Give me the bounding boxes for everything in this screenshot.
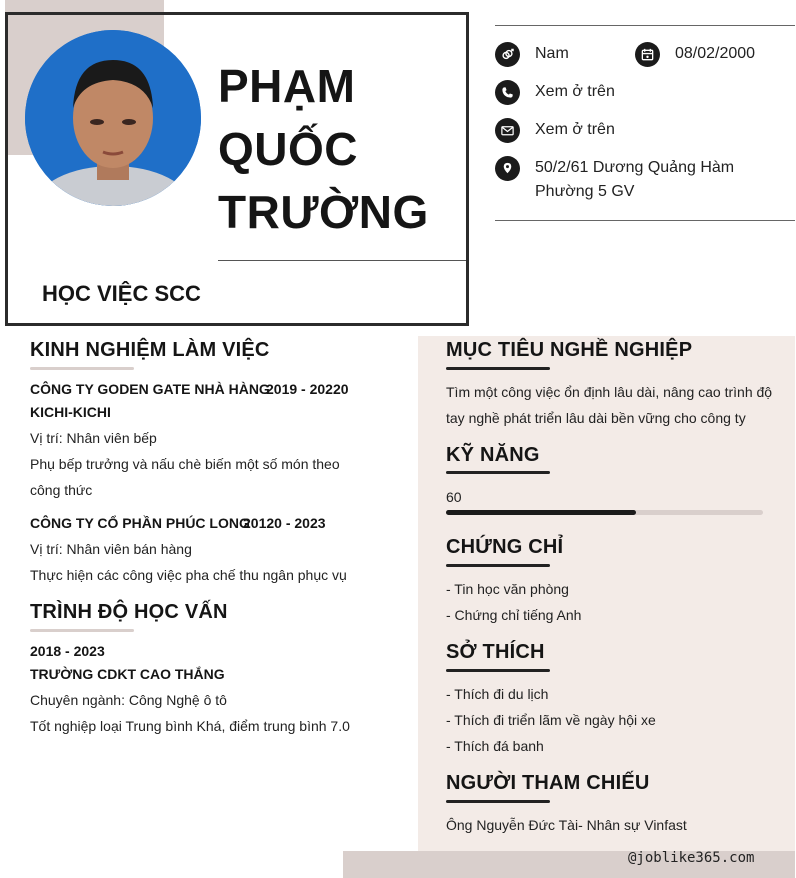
experience-1-company: CÔNG TY GODEN GATE NHÀ HÀNG	[30, 381, 270, 397]
experience-2-company: CÔNG TY CỔ PHẦN PHÚC LONG	[30, 515, 250, 531]
experience-1-period: 2019 - 20220	[266, 381, 349, 397]
experience-1-desc-line2: công thức	[30, 482, 93, 498]
experience-1-desc-line1: Phụ bếp trưởng và nấu chè biến một số món theo	[30, 456, 340, 472]
phone-icon	[495, 80, 520, 105]
hobby-item: - Thích đi triển lãm về ngày hội xe	[446, 712, 656, 728]
reference-text: Ông Nguyễn Đức Tài- Nhân sự Vinfast	[446, 817, 687, 833]
education-title: TRÌNH ĐỘ HỌC VẤN	[30, 601, 228, 623]
experience-2-period: 20120 - 2023	[243, 515, 326, 531]
address	[535, 156, 734, 204]
experience-1-company-line2: KICHI-KICHI	[30, 404, 111, 420]
avatar	[25, 30, 201, 206]
calendar-icon	[635, 42, 660, 67]
email-text: Xem ở trên	[535, 121, 615, 138]
education-result: Tốt nghiệp loại Trung bình Khá, điểm trung bình 7.0	[30, 718, 350, 734]
name-line-1: PHẠM	[218, 60, 356, 112]
education-underline	[30, 629, 134, 632]
phone-text: Xem ở trên	[535, 83, 615, 100]
profile-photo	[25, 30, 201, 206]
name-line-3: TRƯỜNG	[218, 186, 429, 238]
gender-text: Nam	[535, 45, 569, 62]
skill-bar	[446, 510, 763, 515]
job-position: HỌC VIỆC SCC	[42, 281, 201, 306]
watermark: @joblike365.com	[628, 850, 755, 866]
objective-title: MỤC TIÊU NGHỀ NGHIỆP	[446, 339, 693, 361]
experience-underline	[30, 367, 134, 370]
objective-underline	[446, 367, 550, 370]
references-title: NGƯỜI THAM CHIẾU	[446, 772, 650, 794]
location-pin-icon	[495, 156, 520, 181]
experience-2-role: Vị trí: Nhân viên bán hàng	[30, 541, 192, 557]
email-icon	[495, 118, 520, 143]
education-period: 2018 - 2023	[30, 643, 105, 659]
objective-line1: Tìm một công việc ổn định lâu dài, nâng cao trình độ	[446, 384, 773, 400]
experience-title: KINH NGHIỆM LÀM VIỆC	[30, 339, 270, 361]
education-major: Chuyên ngành: Công Nghệ ô tô	[30, 692, 227, 708]
hobby-item: - Thích đá banh	[446, 738, 544, 754]
education-school: TRƯỜNG CDKT CAO THẮNG	[30, 666, 225, 682]
certificates-title: CHỨNG CHỈ	[446, 536, 564, 558]
experience-2-desc-line1: Thực hiện các công việc pha chế thu ngân phục vụ	[30, 567, 347, 583]
full-name	[218, 55, 429, 244]
certificate-item: - Chứng chỉ tiếng Anh	[446, 607, 582, 623]
certificates-underline	[446, 564, 550, 567]
contact-divider-bottom	[495, 220, 795, 221]
hobby-item: - Thích đi du lịch	[446, 686, 549, 702]
references-underline	[446, 800, 550, 803]
experience-1-role: Vị trí: Nhân viên bếp	[30, 430, 157, 446]
contact-divider-top	[495, 25, 795, 26]
skill-level-label: 60	[446, 489, 462, 505]
skills-underline	[446, 471, 550, 474]
hobbies-title: SỞ THÍCH	[446, 641, 545, 663]
skills-title: KỸ NĂNG	[446, 444, 540, 466]
certificate-item: - Tin học văn phòng	[446, 581, 569, 597]
name-line-2: QUỐC	[218, 123, 358, 175]
objective-line2: tay nghề phát triển lâu dài bền vững cho công ty	[446, 410, 746, 426]
skill-bar-fill	[446, 510, 636, 515]
address-line-1: 50/2/61 Dương Quảng Hàm	[535, 159, 735, 176]
gender-icon	[495, 42, 520, 67]
name-divider	[218, 260, 466, 261]
birthday-text: 08/02/2000	[675, 45, 756, 62]
address-line-2: Phường 5 GV	[535, 183, 635, 200]
hobbies-underline	[446, 669, 550, 672]
